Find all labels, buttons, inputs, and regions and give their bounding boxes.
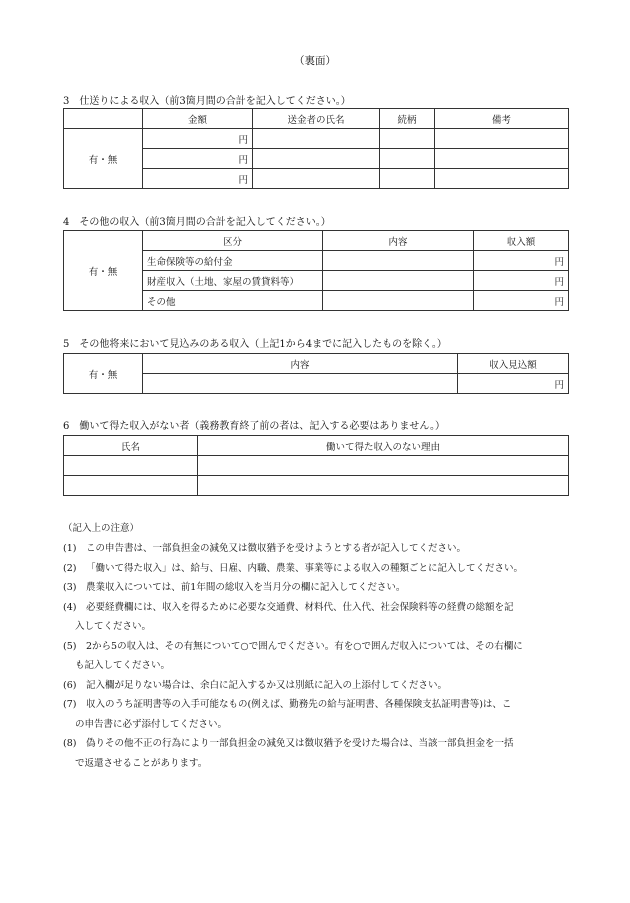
note-number: (4) <box>63 601 77 613</box>
notes-title: （記入上の注意） <box>63 523 140 534</box>
sender-name-field[interactable] <box>253 169 380 189</box>
section6-table <box>63 435 569 496</box>
income-amount-field[interactable]: 円 <box>474 271 569 291</box>
section5-title: 5 その他将来において見込みのある収入（上記1から4までに記入したものを除く。） <box>63 339 447 350</box>
note-text: 必要経費欄には、収入を得るために必要な交通費、材料代、仕入代、社会保険料等の経費の総額を記 <box>86 601 514 613</box>
header-expected-income: 収入見込額 <box>458 354 569 374</box>
section5-table <box>63 353 569 394</box>
amount-field[interactable]: 円 <box>143 169 253 189</box>
note-continuation: 入してください。 <box>75 621 152 632</box>
header-category: 区分 <box>143 231 323 251</box>
note-number: (1) <box>63 543 77 554</box>
header-income-amount: 収入額 <box>474 231 569 251</box>
note-item <box>63 637 573 657</box>
name-field[interactable] <box>64 456 198 476</box>
content-field[interactable] <box>323 251 474 271</box>
name-field[interactable] <box>64 476 198 496</box>
section6-title: 6 働いて得た収入がない者（義務教育終了前の者は、記入する必要はありません。） <box>63 421 445 432</box>
page-title: （裏面） <box>294 55 336 67</box>
sender-name-field[interactable] <box>253 149 380 169</box>
relationship-field[interactable] <box>380 149 435 169</box>
note-item <box>63 598 573 618</box>
header-remarks: 備考 <box>435 109 569 129</box>
note-item <box>63 539 573 559</box>
blank-header-cell <box>64 109 143 129</box>
note-continuation: も記入してください。 <box>75 660 171 671</box>
remarks-field[interactable] <box>435 129 569 149</box>
header-relationship: 続柄 <box>380 109 435 129</box>
note-text: 記入欄が足りない場合は、余白に記入するか又は別紙に記入の上添付してください。 <box>86 679 448 691</box>
header-name: 氏名 <box>64 436 198 456</box>
note-text: 農業収入については、前1年間の総収入を当月分の欄に記入してください。 <box>86 582 406 593</box>
section4-table <box>63 230 569 311</box>
note-text: 「働いて得た収入」は、給与、日雇、内職、農業、事業等による収入の種類ごとに記入してください。 <box>86 562 524 574</box>
section3-table <box>63 108 569 189</box>
note-continuation: で返還させることがあります。 <box>75 757 208 769</box>
note-item <box>63 695 573 715</box>
remarks-field[interactable] <box>435 149 569 169</box>
note-text: 2から5の収入は、その有無について○で囲んでください。有を○で囲んだ収入については、その右欄に <box>86 640 523 652</box>
note-item <box>63 578 573 598</box>
presence-selector[interactable]: 有・無 <box>64 129 143 189</box>
content-field[interactable] <box>143 374 458 394</box>
note-text: 収入のうち証明書等の入手可能なもの(例えば、勤務先の給与証明書、各種保険支払証明書等)は、こ <box>86 699 512 710</box>
section4-title: 4 その他の収入（前3箇月間の合計を記入してください。） <box>63 217 331 228</box>
note-continuation: の申告書に必ず添付してください。 <box>75 718 228 730</box>
header-sender-name: 送金者の氏名 <box>253 109 380 129</box>
header-no-income-reason: 働いて得た収入のない理由 <box>198 436 569 456</box>
note-number: (7) <box>63 699 77 710</box>
remarks-field[interactable] <box>435 169 569 189</box>
note-number: (5) <box>63 640 77 652</box>
reason-field[interactable] <box>198 476 569 496</box>
note-number: (8) <box>63 738 77 749</box>
note-number: (3) <box>63 582 77 593</box>
presence-selector[interactable]: 有・無 <box>64 354 143 394</box>
note-text: この申告書は、一部負担金の減免又は徴収猶予を受けようとする者が記入してください。 <box>86 543 467 554</box>
amount-field[interactable]: 円 <box>143 149 253 169</box>
relationship-field[interactable] <box>380 169 435 189</box>
section3-title: 3 仕送りによる収入（前3箇月間の合計を記入してください。） <box>63 96 351 107</box>
category-label: 生命保険等の給付金 <box>143 251 323 271</box>
category-label: その他 <box>143 291 323 311</box>
note-text: 偽りその他不正の行為により一部負担金の減免又は徴収猶予を受けた場合は、当該一部負担金を一括 <box>86 738 514 749</box>
amount-field[interactable]: 円 <box>143 129 253 149</box>
income-amount-field[interactable]: 円 <box>474 251 569 271</box>
presence-selector[interactable]: 有・無 <box>64 231 143 311</box>
expected-income-field[interactable]: 円 <box>458 374 569 394</box>
note-number: (6) <box>63 679 77 691</box>
header-amount: 金額 <box>143 109 253 129</box>
income-amount-field[interactable]: 円 <box>474 291 569 311</box>
reason-field[interactable] <box>198 456 569 476</box>
note-item <box>63 676 573 696</box>
note-item <box>63 559 573 579</box>
content-field[interactable] <box>323 271 474 291</box>
sender-name-field[interactable] <box>253 129 380 149</box>
note-item <box>63 734 573 754</box>
note-number: (2) <box>63 562 77 574</box>
relationship-field[interactable] <box>380 129 435 149</box>
header-content: 内容 <box>323 231 474 251</box>
notes-section <box>63 519 573 773</box>
header-content: 内容 <box>143 354 458 374</box>
content-field[interactable] <box>323 291 474 311</box>
category-label: 財産収入（土地、家屋の賃貸料等） <box>143 271 323 291</box>
